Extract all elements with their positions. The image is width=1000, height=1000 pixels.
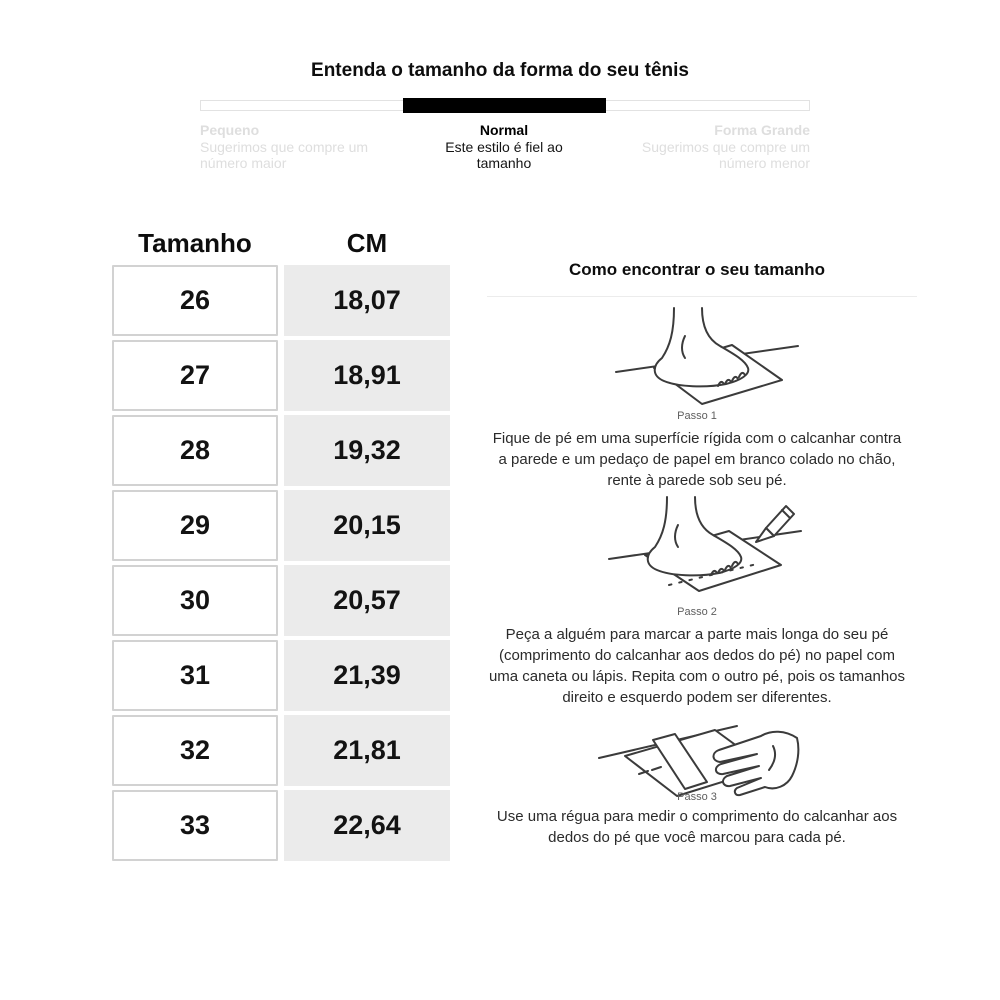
size-cell: 31 [112,640,278,711]
fit-segment-small-description: Sugerimos que compre um número maior [200,138,369,171]
cm-cell: 18,07 [284,265,450,336]
fit-guide-title: Entenda o tamanho da forma do seu tênis [311,60,689,81]
table-row [112,640,450,711]
cm-cell: 21,81 [284,715,450,786]
size-cell: 26 [112,265,278,336]
size-table-header-cm: CM [346,227,388,258]
cm-cell: 19,32 [284,415,450,486]
fit-segment-large [630,122,810,172]
how-to-title: Como encontrar o seu tamanho [569,260,825,279]
fit-segment-normal-description: Este estilo é fiel ao tamanho [445,138,563,171]
table-row [112,340,450,411]
size-table-header-tamanho: Tamanho [138,227,252,258]
cm-cell: 20,15 [284,490,450,561]
fit-segment-normal [423,122,585,172]
cm-cell: 18,91 [284,340,450,411]
cm-cell: 20,57 [284,565,450,636]
size-table [112,224,450,865]
step-label: Passo 2 [677,606,717,618]
cm-cell: 21,39 [284,640,450,711]
table-row [112,490,450,561]
fit-scale-active-segment [403,98,606,113]
fit-segment-small-label: Pequeno [200,122,260,138]
table-row [112,415,450,486]
size-cell: 33 [112,790,278,861]
fit-segment-large-description: Sugerimos que compre um número menor [641,138,810,171]
fit-segment-normal-label: Normal [479,122,529,138]
cm-cell: 22,64 [284,790,450,861]
hand-ruler-paper-icon [597,712,802,797]
size-cell: 32 [112,715,278,786]
table-row [112,790,450,861]
size-cell: 27 [112,340,278,411]
size-cell: 29 [112,490,278,561]
step-text: Use uma régua para medir o comprimento do calcanhar aos dedos do pé que você marcou para cada pé. [496,808,898,846]
step-text: Peça a alguém para marcar a parte mais longa do seu pé (comprimento do calcanhar aos dedos do pé) no papel com uma caneta ou lápis. Repita com o outro pé, pois os tamanhos direito e esquerdo podem ser diferentes. [488,626,906,706]
size-cell: 30 [112,565,278,636]
how-to-divider [487,296,917,297]
step-label: Passo 3 [677,791,717,803]
foot-on-paper-icon [612,306,802,411]
step-text: Fique de pé em uma superfície rígida com o calcanhar contra a parede e um pedaço de papel em branco colado no chão, rente à parede sob seu pé. [492,430,902,489]
size-table-header [112,224,450,262]
table-row [112,715,450,786]
fit-segment-small [200,122,380,172]
foot-on-paper-pencil-icon [605,495,805,600]
size-cell: 28 [112,415,278,486]
table-row [112,265,450,336]
table-row [112,565,450,636]
step-label: Passo 1 [677,410,717,422]
fit-segment-large-label: Forma Grande [714,122,810,138]
